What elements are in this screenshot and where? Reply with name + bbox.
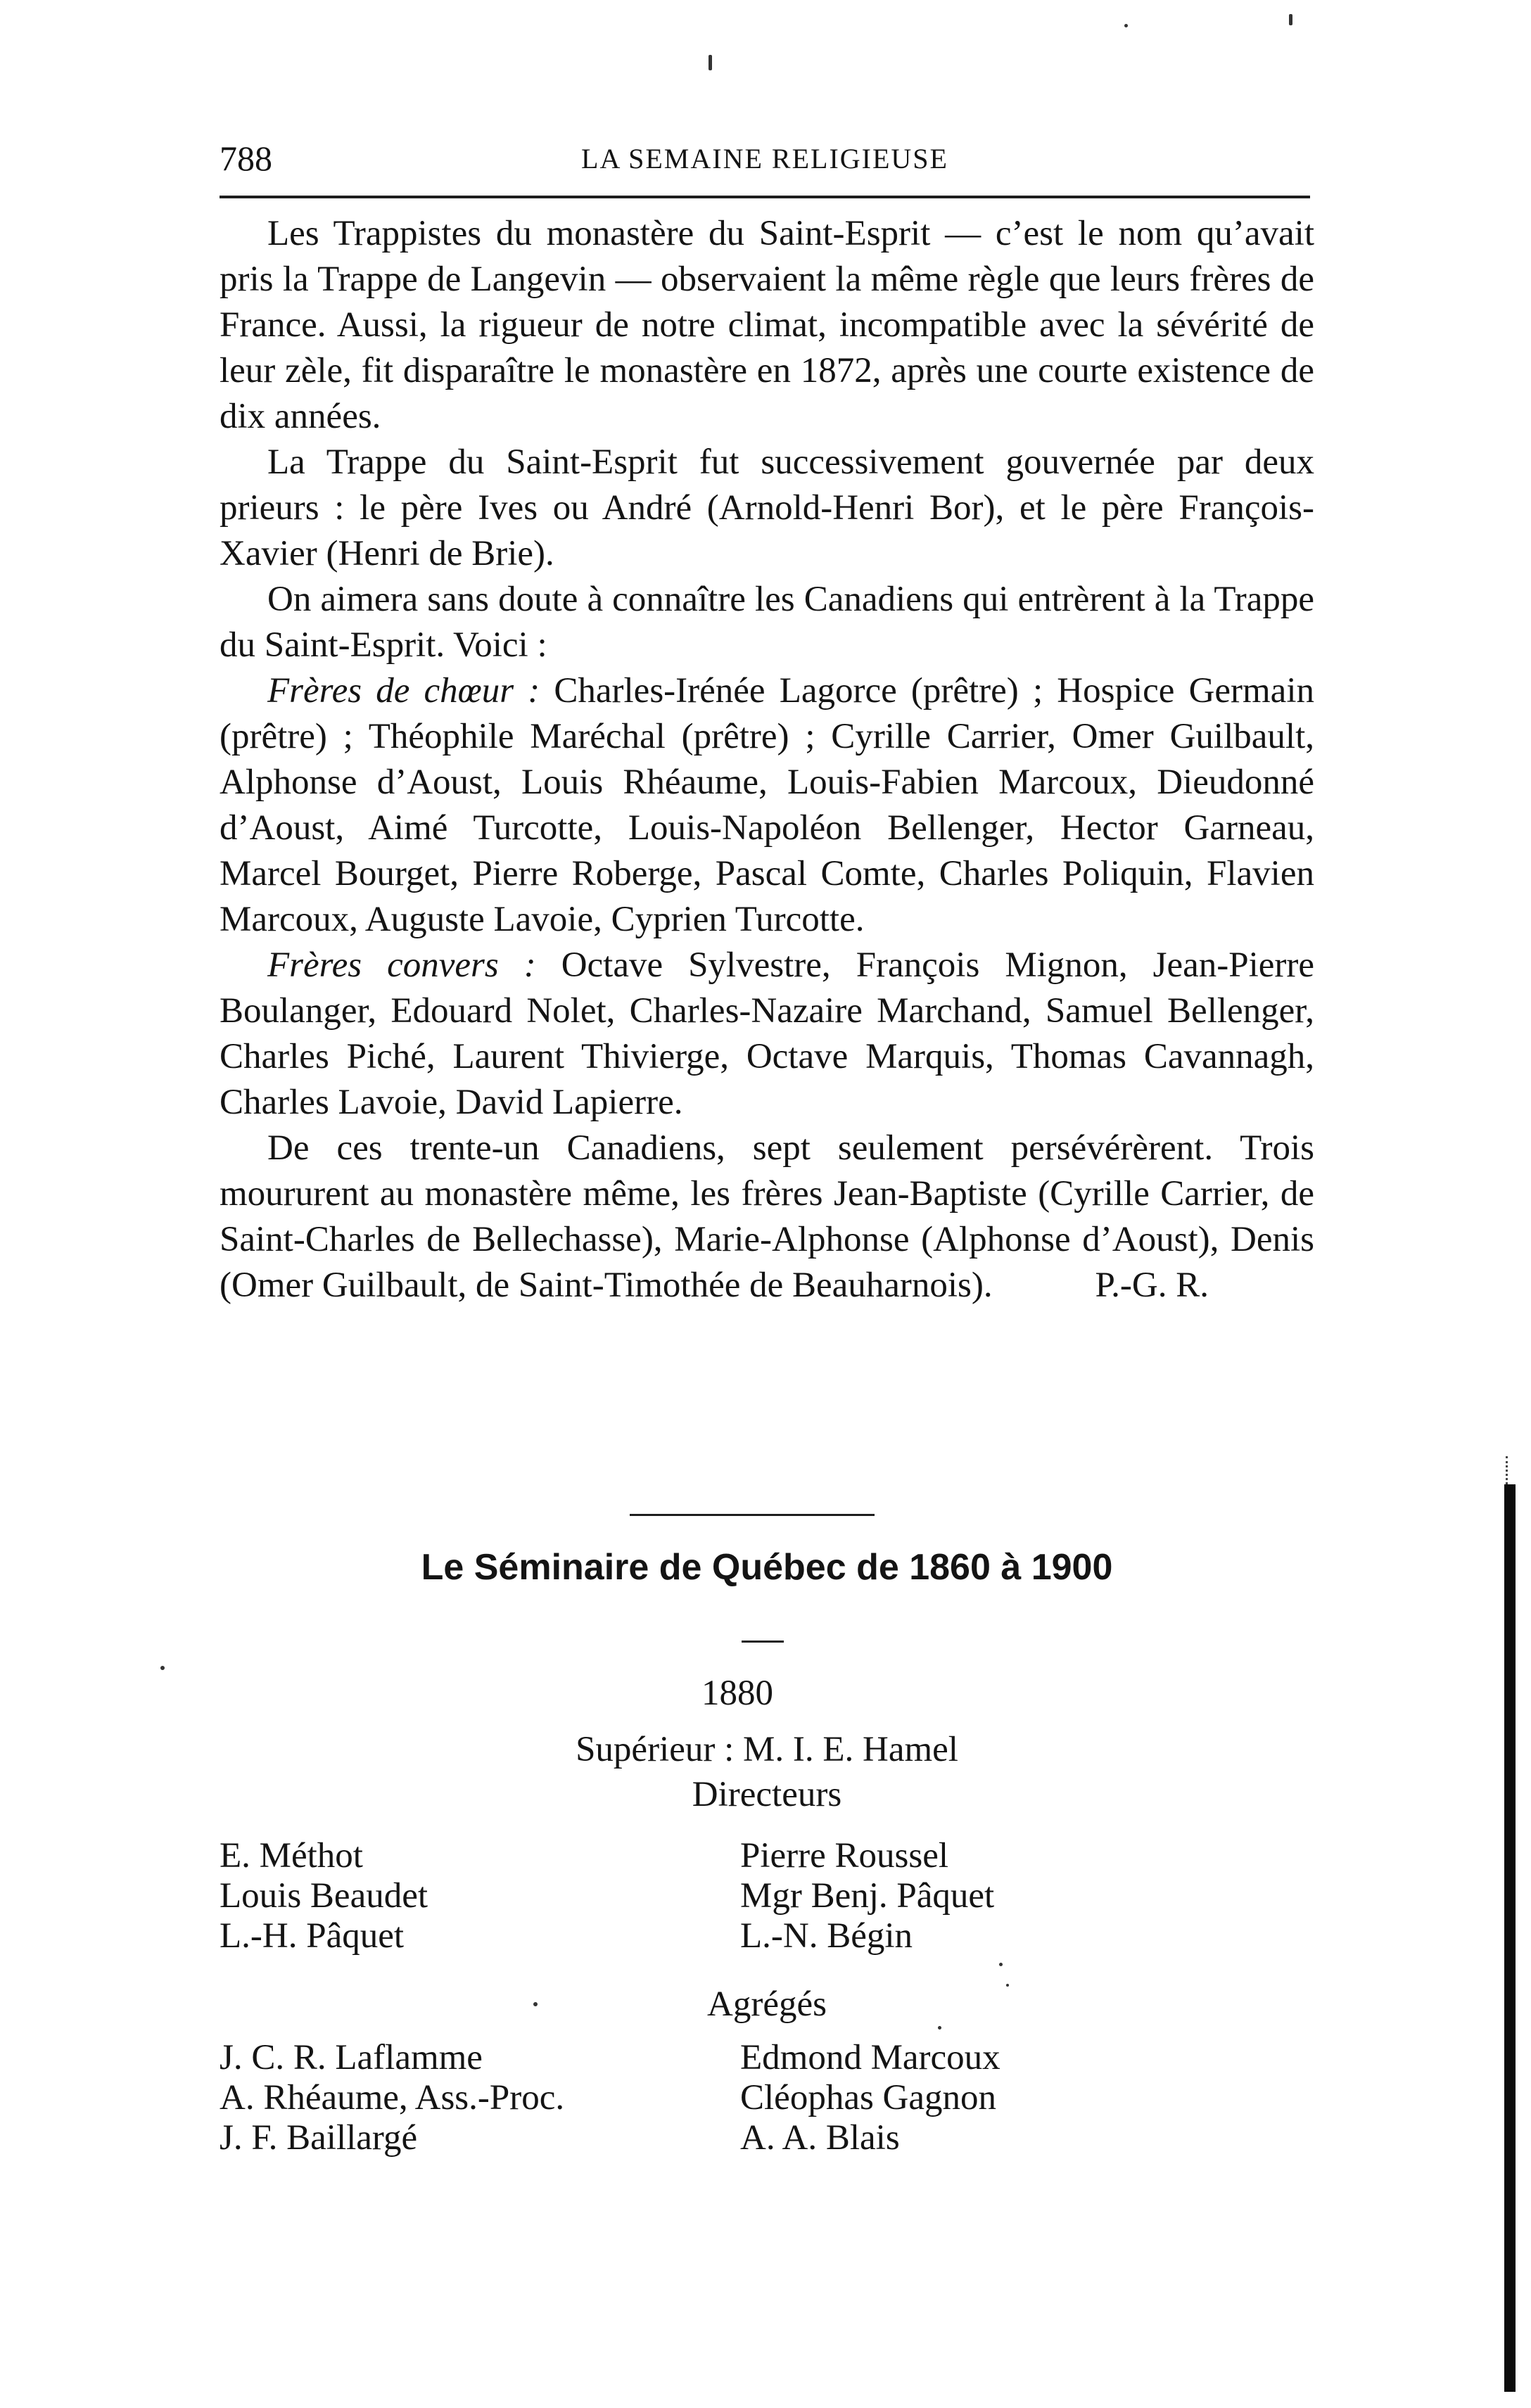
paragraph-freres-convers <box>220 943 1314 1126</box>
agrege-name: J. C. R. Laflamme <box>220 2038 483 2077</box>
scan-speck <box>533 2002 538 2006</box>
agrege-name: Edmond Marcoux <box>740 2038 1000 2077</box>
paragraph-freres-choeur <box>220 668 1314 943</box>
directors-heading: Directeurs <box>692 1775 842 1814</box>
agreges-heading: Agrégés <box>707 1985 827 2024</box>
author-signature: P.-G. R. <box>1095 1266 1209 1305</box>
directors-left-column <box>220 1836 428 1956</box>
paragraph-prieurs: La Trappe du Saint-Esprit fut successivement gouvernée par deux prieurs : le père Ives ou André (Arnold-Henri Bor), et le père François-Xavier (Henri de Brie). <box>220 442 1314 573</box>
header-rule <box>220 196 1310 198</box>
scan-edge-dots <box>1506 1456 1515 1484</box>
agreges-left-column <box>220 2038 564 2158</box>
agreges-right-column <box>740 2038 1000 2158</box>
scan-speck <box>1006 1984 1009 1987</box>
director-name: Mgr Benj. Pâquet <box>740 1876 995 1916</box>
agrege-name: Cléophas Gagnon <box>740 2078 997 2117</box>
freres-convers-label: Frères convers : <box>267 945 536 985</box>
scan-speck <box>938 2026 941 2030</box>
scan-edge-shadow <box>1504 1484 1516 2392</box>
scan-speck <box>709 55 712 70</box>
director-name: L.-N. Bégin <box>740 1916 913 1956</box>
scan-speck <box>160 1666 165 1670</box>
agrege-name: A. A. Blais <box>740 2118 900 2158</box>
director-name: L.-H. Pâquet <box>220 1916 405 1956</box>
scan-speck <box>1124 24 1128 27</box>
agrege-name: J. F. Baillargé <box>220 2118 418 2158</box>
freres-choeur-label: Frères de chœur : <box>267 671 540 711</box>
director-name: Pierre Roussel <box>740 1836 949 1875</box>
freres-convers-list: Octave Sylvestre, François Mignon, Jean-Pierre Boulanger, Edouard Nolet, Charles-Nazaire Marchand, Samuel Bellenger, Charles Piché, Laurent Thivierge, Octave Marquis, Thomas Cavannagh, Charles Lavoie, David Lapierre. <box>220 945 1314 1122</box>
scan-speck <box>1289 14 1292 25</box>
title-dash <box>742 1641 784 1643</box>
paragraph-canadiens-intro: On aimera sans doute à connaître les Canadiens qui entrèrent à la Trappe du Saint-Esprit. Voici : <box>220 580 1314 665</box>
agrege-name: A. Rhéaume, Ass.-Proc. <box>220 2078 565 2117</box>
article-body <box>220 211 1314 1308</box>
section-separator <box>630 1514 875 1516</box>
year-heading: 1880 <box>701 1674 773 1713</box>
superior-line: Supérieur : M. I. E. Hamel <box>576 1730 958 1769</box>
page-number: 788 <box>220 139 272 178</box>
paragraph-perseverance <box>220 1126 1314 1308</box>
running-title: LA SEMAINE RELIGIEUSE <box>581 143 948 174</box>
section-title: Le Séminaire de Québec de 1860 à 1900 <box>421 1547 1113 1588</box>
scan-speck <box>999 1963 1003 1966</box>
directors-right-column <box>740 1836 994 1956</box>
perseverance-text: De ces trente-un Canadiens, sept seulement persévérèrent. Trois moururent au monastère même, les frères Jean-Baptiste (Cyrille Carrier, de Saint-Charles de Bellechasse), Marie-Alphonse (Alphonse d’Aoust), Denis (Omer Guilbault, de Saint-Timothée de Beauharnois). <box>220 1128 1314 1305</box>
paragraph-trappistes: Les Trappistes du monastère du Saint-Esprit — c’est le nom qu’avait pris la Trappe de Langevin — observaient la même règle que leurs frères de France. Aussi, la rigueur de notre climat, incompatible avec la sévérité de leur zèle, fit disparaître le monastère en 1872, après une courte existence de dix années. <box>220 214 1314 436</box>
director-name: E. Méthot <box>220 1836 363 1875</box>
running-header <box>220 138 1310 187</box>
freres-choeur-list: Charles-Irénée Lagorce (prêtre) ; Hospice Germain (prêtre) ; Théophile Maréchal (prêtre) ; Cyrille Carrier, Omer Guilbault, Alphonse d’Aoust, Louis Rhéaume, Louis-Fabien Marcoux, Dieudonné d’Aoust, Aimé Turcotte, Louis-Napoléon Bellenger, Hector Garneau, Marcel Bourget, Pierre Roberge, Pascal Comte, Charles Poliquin, Flavien Marcoux, Auguste Lavoie, Cyprien Turcotte. <box>220 671 1314 939</box>
director-name: Louis Beaudet <box>220 1876 428 1916</box>
